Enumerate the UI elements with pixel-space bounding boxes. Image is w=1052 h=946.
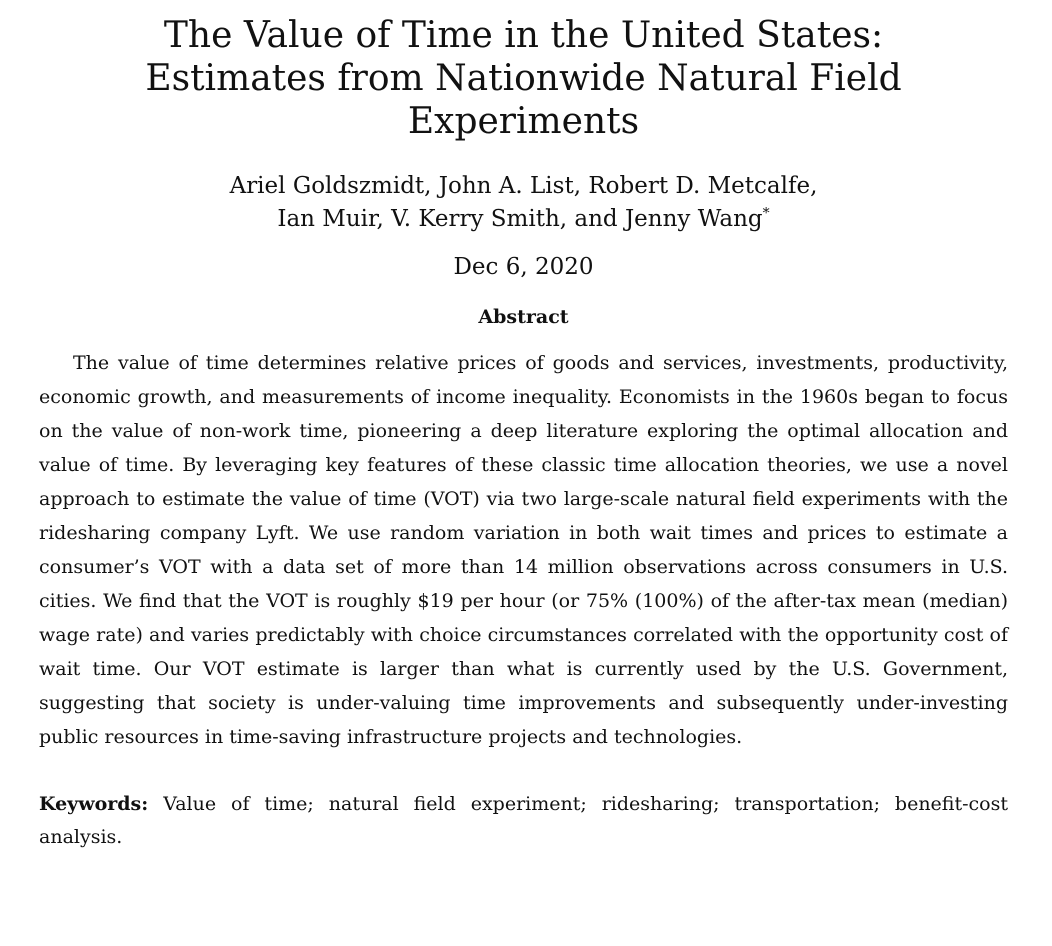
keywords-text: Value of time; natural field experiment; ridesharing; transportation; benefit-cost analysis.	[39, 792, 1008, 848]
paper-title	[39, 14, 1008, 144]
keywords	[39, 788, 1008, 854]
title-line-1: The Value of Time in the United States:	[163, 15, 884, 56]
abstract-text: The value of time determines relative prices of goods and services, investments, productivity, economic growth, and measurements of income inequality. Economists in the 1960s began to focus on the value of non-work time, pioneering a deep literature exploring the optimal allocation and value of time. By leveraging key features of these classic time allocation theories, we use a novel approach to estimate the value of time (VOT) via two large-scale natural field experiments with the ridesharing company Lyft. We use random variation in both wait times and prices to estimate a consumer’s VOT with a data set of more than 14 million observations across consumers in U.S. cities. We find that the VOT is roughly $19 per hour (or 75% (100%) of the after-tax mean (median) wage rate) and varies predictably with choice circumstances correlated with the opportunity cost of wait time. Our VOT estimate is larger than what is currently used by the U.S. Government, suggesting that society is under-valuing time improvements and subsequently under-investing public resources in time-saving infrastructure projects and technologies.	[39, 351, 1008, 748]
author-list	[39, 170, 1008, 236]
title-line-2: Estimates from Nationwide Natural Field Experiments	[145, 58, 902, 143]
paper-date: Dec 6, 2020	[453, 253, 594, 280]
author-footnote-mark: *	[762, 205, 770, 222]
authors-line-2	[39, 203, 1008, 236]
keywords-label: Keywords:	[39, 792, 149, 815]
authors-line-1: Ariel Goldszmidt, John A. List, Robert D. Metcalfe,	[229, 172, 818, 199]
authors-line-2-text: Ian Muir, V. Kerry Smith, and Jenny Wang	[277, 205, 763, 232]
paper-page	[0, 14, 1052, 946]
abstract-heading: Abstract	[478, 305, 569, 328]
